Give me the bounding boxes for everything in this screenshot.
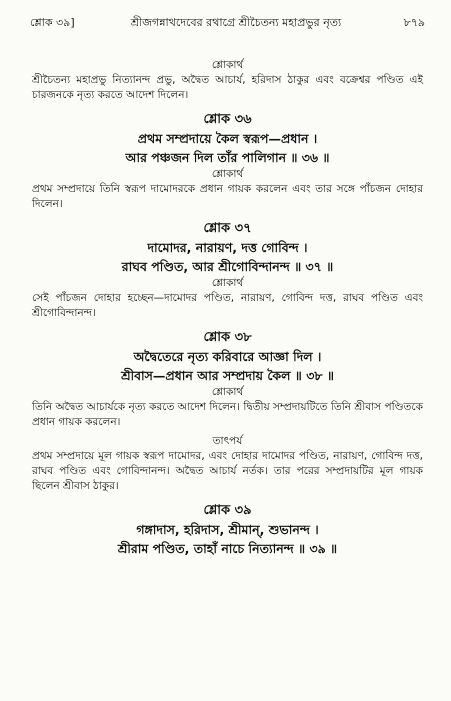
- verse-number-heading: শ্লোক ৩৮: [203, 330, 252, 345]
- verse-line: প্রথম সম্প্রদায়ে কৈল স্বরূপ—প্রধান ।: [137, 131, 318, 146]
- translation-paragraph: সেই পাঁচজন দোহার হচ্ছেন—দামোদর পণ্ডিত, নারায়ণ, গোবিন্দ দত্ত, রাঘব পণ্ডিত এবং শ্রীগোবিন্দানন্দ।: [32, 292, 423, 319]
- purport-paragraph: প্রথম সম্প্রদায়ে মূল গায়ক স্বরূপ দামোদর, এবং দোহার দামোদর পণ্ডিত, নারায়ণ, গোবিন্দ দত্ত, রাঘব পণ্ডিত এবং গোবিন্দানন্দ। অদ্বৈত আচার্য নর্তক। তার পরের সম্প্রদায়টির মূল গায়ক ছিলেন শ্রীবাস ঠাকুর।: [32, 450, 423, 492]
- page-number: ৮৭৯: [403, 16, 425, 29]
- verse-line: অদ্বৈতেরে নৃত্য করিবারে আজ্ঞা দিল ।: [133, 349, 322, 364]
- verse-line: শ্রীবাস—প্রধান আর সম্প্রদায় কৈল ॥ ৩৮ ॥: [121, 368, 334, 383]
- header-verse-ref: শ্লোক ৩৯]: [30, 16, 75, 29]
- verse-line: আর পঞ্চজন দিল তাঁর পালিগান ॥ ৩৬ ॥: [125, 150, 330, 165]
- verse-line: দামোদর, নারায়ণ, দত্ত গোবিন্দ ।: [147, 240, 308, 255]
- verse-line: রাঘব পণ্ডিত, আর শ্রীগোবিন্দানন্দ ॥ ৩৭ ॥: [121, 259, 334, 274]
- purport-heading: তাৎপর্য: [212, 435, 243, 447]
- translation-heading: শ্লোকার্থ: [211, 277, 244, 289]
- verse-number-heading: শ্লোক ৩৭: [203, 221, 252, 236]
- verse-line: শ্রীরাম পণ্ডিত, তাহাঁ নাচে নিত্যানন্দ ॥ ৩৯ ॥: [117, 541, 338, 556]
- translation-paragraph: শ্রীচৈতন্য মহাপ্রভু নিত্যানন্দ প্রভু, অদ্বৈত আচার্য, হরিদাস ঠাকুর এবং বক্রেশ্বর পণ্ডিত এই চারজনকে নৃত্য করতে আদেশ দিলেন।: [32, 74, 423, 101]
- translation-paragraph: প্রথম সম্প্রদায়ে তিনি স্বরূপ দামোদরকে প্রধান গায়ক করলেন এবং তার সঙ্গে পাঁচজন দোহার দিলেন।: [32, 183, 423, 210]
- verse-number-heading: শ্লোক ৩৬: [203, 112, 252, 127]
- verse-line: গঙ্গাদাস, হরিদাস, শ্রীমান্, শুভানন্দ ।: [136, 522, 319, 537]
- verse-number-heading: শ্লোক ৩৯: [203, 503, 252, 518]
- translation-heading: শ্লোকার্থ: [211, 386, 244, 398]
- running-header: [30, 14, 425, 32]
- translation-heading: শ্লোকার্থ: [211, 168, 244, 180]
- translation-paragraph: তিনি অদ্বৈত আচার্যকে নৃত্য করতে আদেশ দিলেন। দ্বিতীয় সম্প্রদায়টিতে তিনি শ্রীবাস পণ্ডিতকে প্রধান গায়ক করলেন।: [32, 401, 423, 428]
- translation-heading: শ্লোকার্থ: [211, 59, 244, 71]
- header-title: শ্রীজগন্নাথদেবের রথাগ্রে শ্রীচৈতন্য মহাপ্রভুর নৃত্য: [130, 16, 342, 29]
- page-body: [32, 58, 423, 558]
